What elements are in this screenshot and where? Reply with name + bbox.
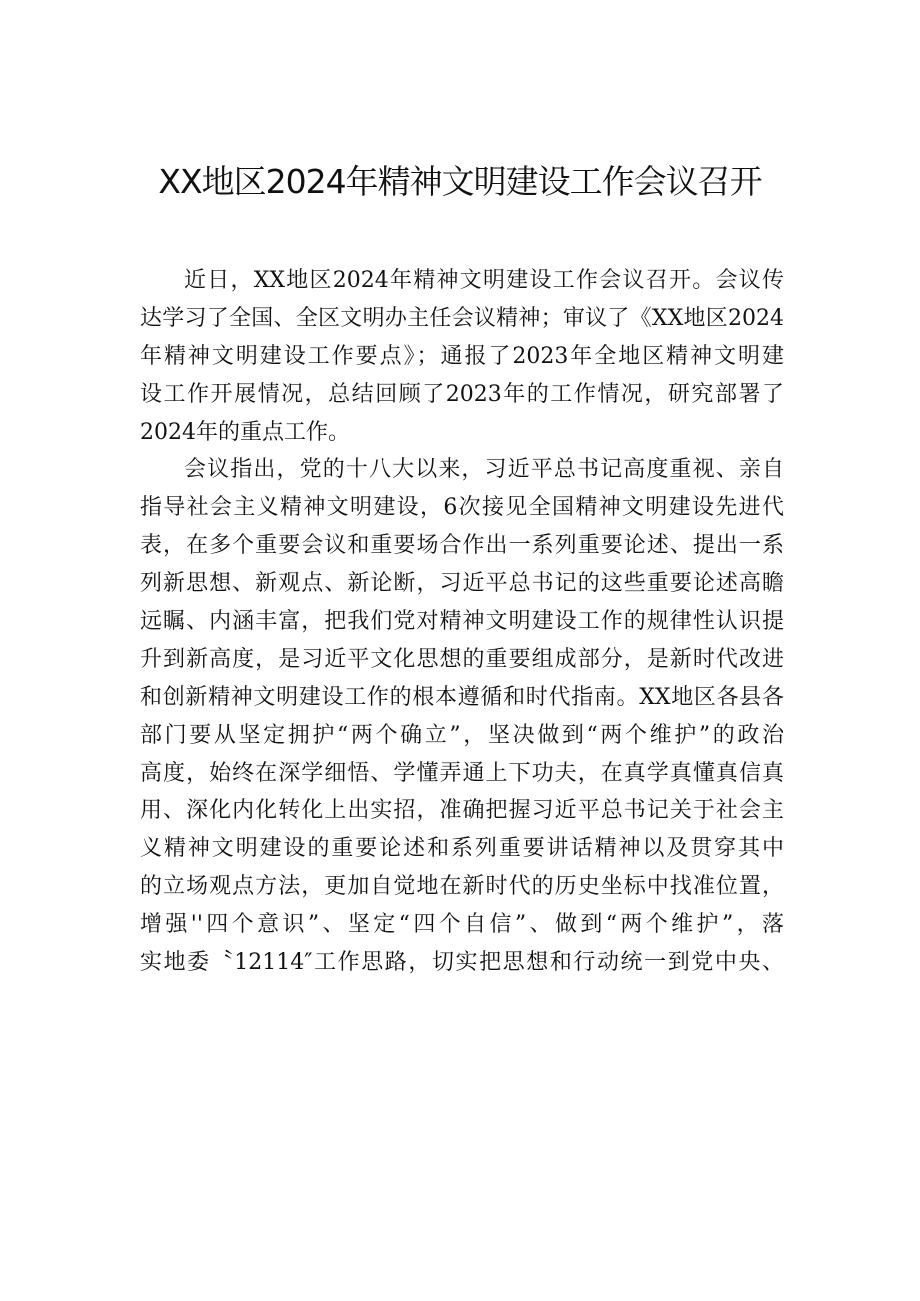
paragraph-line: 和创新精神文明建设工作的根本遵循和时代指南。XX地区各县各 (140, 684, 784, 710)
paragraph-line: 义精神文明建设的重要论述和系列重要讲话精神以及贯穿其中 (140, 836, 784, 862)
paragraph-line: 实地委〝12114″工作思路，切实把思想和行动统一到党中央、 (140, 950, 784, 976)
paragraph-2 (140, 451, 784, 981)
paragraph-line: 增强''四个意识”、坚定“四个自信”、做到“两个维护”，落 (140, 912, 784, 938)
paragraph-line: 年精神文明建设工作要点》；通报了2023年全地区精神文明建 (140, 343, 784, 369)
paragraph-line: 表，在多个重要会议和重要场合作出一系列重要论述、提出一系 (140, 533, 784, 559)
document-title: XX地区2024年精神文明建设工作会议召开 (158, 162, 762, 201)
paragraph-line: 达学习了全国、全区文明办主任会议精神；审议了《XX地区2024 (140, 305, 784, 331)
paragraph-line: 指导社会主义精神文明建设，6次接见全国精神文明建设先进代 (140, 495, 784, 521)
paragraph-line: 用、深化内化转化上出实招，准确把握习近平总书记关于社会主 (140, 798, 784, 824)
paragraph-line: 部门要从坚定拥护“两个确立”，坚决做到“两个维护”的政治 (140, 722, 784, 748)
paragraph-line: 设工作开展情况，总结回顾了2023年的工作情况，研究部署了 (140, 381, 784, 407)
paragraph-line: 的立场观点方法，更加自觉地在新时代的历史坐标中找准位置， (140, 874, 784, 900)
paragraph-line: 列新思想、新观点、新论断，习近平总书记的这些重要论述高瞻 (140, 571, 784, 597)
paragraph-line: 近日，XX地区2024年精神文明建设工作会议召开。会议传 (184, 268, 784, 293)
paragraph-line: 2024年的重点工作。 (140, 419, 350, 445)
paragraph-line: 升到新高度，是习近平文化思想的重要组成部分，是新时代改进 (140, 646, 784, 672)
paragraph-line: 高度，始终在深学细悟、学懂弄通上下功夫，在真学真懂真信真 (140, 760, 784, 786)
paragraph-line: 会议指出，党的十八大以来，习近平总书记高度重视、亲自 (184, 457, 784, 483)
paragraph-1 (140, 262, 784, 451)
document-body (140, 262, 784, 982)
paragraph-line: 远瞩、内涵丰富，把我们党对精神文明建设工作的规律性认识提 (140, 609, 784, 635)
